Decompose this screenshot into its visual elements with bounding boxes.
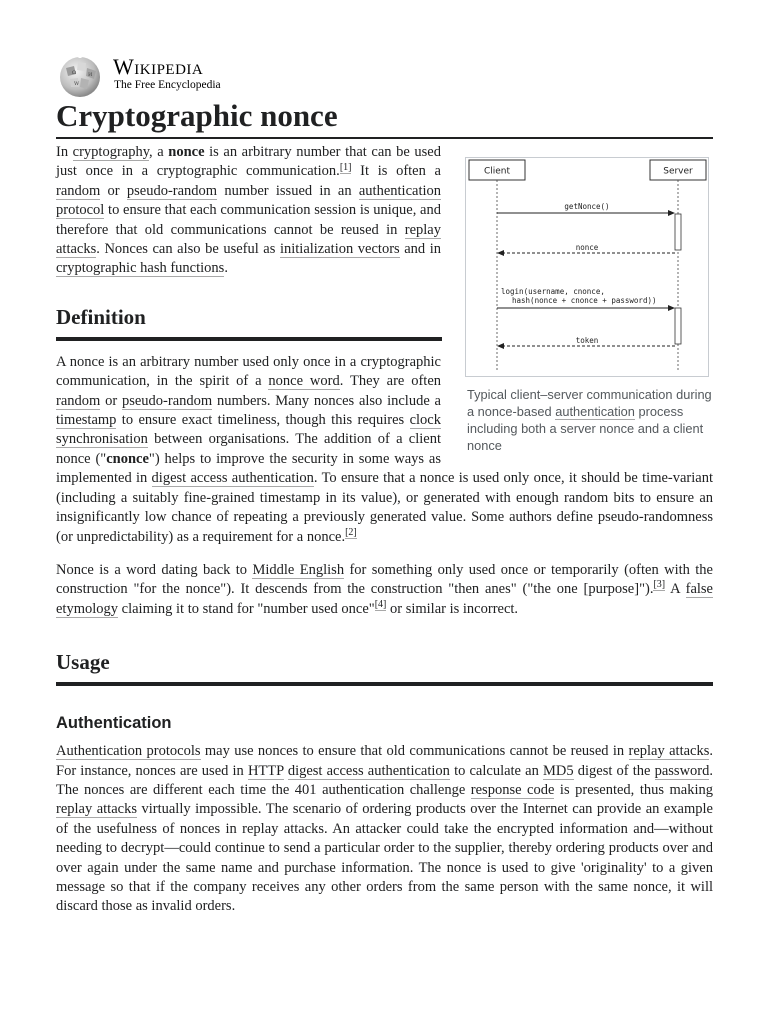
text: Nonce is a word dating back to [56, 561, 253, 578]
link-cryptographic-hash-functions[interactable]: cryptographic hash functions [56, 260, 225, 277]
link-nonce-word[interactable]: nonce word [268, 373, 340, 390]
text: or [100, 182, 127, 199]
text: to ensure that each communication session is unique, and therefore that old communications cannot be reused in [56, 202, 441, 238]
msg-getnonce: getNonce() [564, 202, 610, 211]
link-replay-attacks[interactable]: replay attacks [628, 743, 710, 760]
ref-1[interactable]: [1] [339, 161, 352, 173]
caption-text: process including both a server nonce and a client nonce [467, 404, 704, 453]
sequence-diagram[interactable] [465, 157, 709, 377]
text: to calculate an [449, 762, 543, 779]
heading-rule [56, 337, 442, 341]
link-middle-english[interactable]: Middle English [252, 561, 345, 578]
client-label: Client [483, 166, 511, 177]
usage-heading-block [56, 649, 713, 686]
text: . [224, 260, 228, 277]
text: between organisations. The addition of a client nonce (" [56, 431, 441, 467]
text: number issued in an [217, 182, 359, 199]
svg-text:W: W [74, 81, 80, 87]
text: . Nonces can also be useful as [96, 241, 280, 258]
text: . The nonces are different each time the 401 authentication challenge [56, 762, 713, 798]
section-heading-definition: Definition [56, 304, 146, 329]
text: It is often a [351, 163, 441, 180]
text: or [100, 392, 122, 409]
figure-caption [465, 386, 713, 454]
server-label: Server [663, 166, 693, 177]
wikipedia-tagline: The Free Encyclopedia [114, 79, 221, 91]
link-random[interactable]: random [56, 392, 101, 409]
ref-4[interactable]: [4] [374, 598, 387, 610]
link-md5[interactable]: MD5 [542, 762, 574, 779]
link-false-etymology[interactable]: false etymology [56, 581, 713, 617]
link-timestamp[interactable]: timestamp [56, 412, 117, 429]
link-authentication-protocol[interactable]: authentication protocol [56, 182, 441, 219]
page-title: Cryptographic nonce [56, 96, 713, 139]
link-replay-attacks[interactable]: replay attacks [56, 221, 441, 258]
text: A [665, 581, 686, 598]
text: for something only used once or temporarily (often with the construction "for the nonce"). It descends from the construction "then anes" ("the one [purpose]"). [56, 561, 713, 598]
text: , a [149, 144, 169, 160]
definition-heading-block [56, 304, 442, 341]
link-pseudo-random[interactable]: pseudo-random [121, 392, 213, 409]
article-content [56, 143, 713, 917]
bold-nonce: nonce [168, 144, 205, 160]
msg-login-line2: hash(nonce + cnonce + password)) [512, 296, 657, 305]
link-pseudo-random[interactable]: pseudo-random [126, 182, 218, 199]
subsection-heading-authentication: Authentication [56, 714, 172, 733]
text: virtually impossible. The scenario of ordering products over the Internet can provide an example of the usefulness of nonces in replay attacks. An attacker could take the encrypted information and—without needing to decrypt—could continue to send a particular order to the supplier, thereby ordering products over and over again under the same name and purchase information. The nonce is used to give 'originality' to a given message so that if the company receives any other orders from the same person with the same nonce, it will discard those as invalid orders. [56, 801, 713, 915]
heading-rule [56, 682, 713, 686]
definition-paragraph-2 [56, 561, 713, 619]
text: is an arbitrary number that can be used just once in a cryptographic communication. [56, 144, 441, 180]
link-authentication[interactable]: authentication [555, 404, 635, 419]
text: . To ensure that a nonce is used only once, it should be time-variant (including a suitably fine-grained timestamp in its value), or generated with enough random bits to ensure an insignificantly low chance of repeating a previously generated value. Some authors define pseudo-randomness (or unpredictability) as a requirement for a nonce. [56, 470, 713, 545]
link-http[interactable]: HTTP [247, 762, 284, 779]
link-authentication-protocols[interactable]: Authentication protocols [56, 743, 201, 760]
msg-login-line1: login(username, cnonce, [501, 287, 605, 296]
ref-2[interactable]: [2] [345, 526, 357, 538]
link-replay-attacks[interactable]: replay attacks [56, 801, 137, 818]
msg-token: token [575, 336, 599, 345]
text: and in [399, 241, 441, 258]
text: In [56, 144, 73, 160]
wikipedia-header[interactable] [56, 52, 356, 98]
svg-text:Ω: Ω [72, 70, 77, 76]
link-password[interactable]: password [654, 762, 710, 779]
section-heading-usage: Usage [56, 650, 110, 675]
text: digest of the [573, 762, 655, 779]
text: to ensure exact timeliness, though this requires [116, 412, 410, 429]
text: may use nonces to ensure that old communications cannot be reused in [200, 743, 629, 760]
text: is presented, thus making [554, 781, 713, 798]
authentication-paragraph [56, 742, 713, 917]
link-cryptography[interactable]: cryptography [72, 144, 150, 160]
text: . They are often [339, 373, 442, 390]
text: or similar is incorrect. [386, 600, 519, 617]
msg-nonce: nonce [575, 243, 599, 252]
text: claiming it to stand for "number used once" [118, 600, 375, 617]
bold-cnonce: cnonce [106, 450, 149, 467]
ref-3[interactable]: [3] [653, 579, 666, 591]
link-initialization-vectors[interactable]: initialization vectors [279, 241, 400, 258]
caption-text: Typical client–server communication during a nonce-based [467, 387, 712, 419]
diagram-thumbnail [465, 157, 713, 454]
link-response-code[interactable]: response code [470, 781, 555, 798]
link-random[interactable]: random [56, 182, 101, 199]
link-digest-access-authentication[interactable]: digest access authentication [151, 470, 314, 487]
link-clock-synchronisation[interactable]: clock synchronisation [56, 412, 441, 448]
text: numbers. Many nonces also include a [212, 392, 441, 409]
text: . For instance, nonces are used in [56, 743, 713, 779]
link-digest-access-authentication[interactable]: digest access authentication [287, 762, 450, 779]
svg-text:И: И [88, 72, 93, 78]
wikipedia-globe-logo[interactable] [56, 54, 104, 98]
text: ") helps to improve the security in some ways as implemented in [56, 450, 441, 487]
wikipedia-wordmark: Wikipedia [113, 54, 204, 79]
text: A nonce is an arbitrary number used only once in a cryptographic communication, in the spirit of a [56, 353, 441, 390]
